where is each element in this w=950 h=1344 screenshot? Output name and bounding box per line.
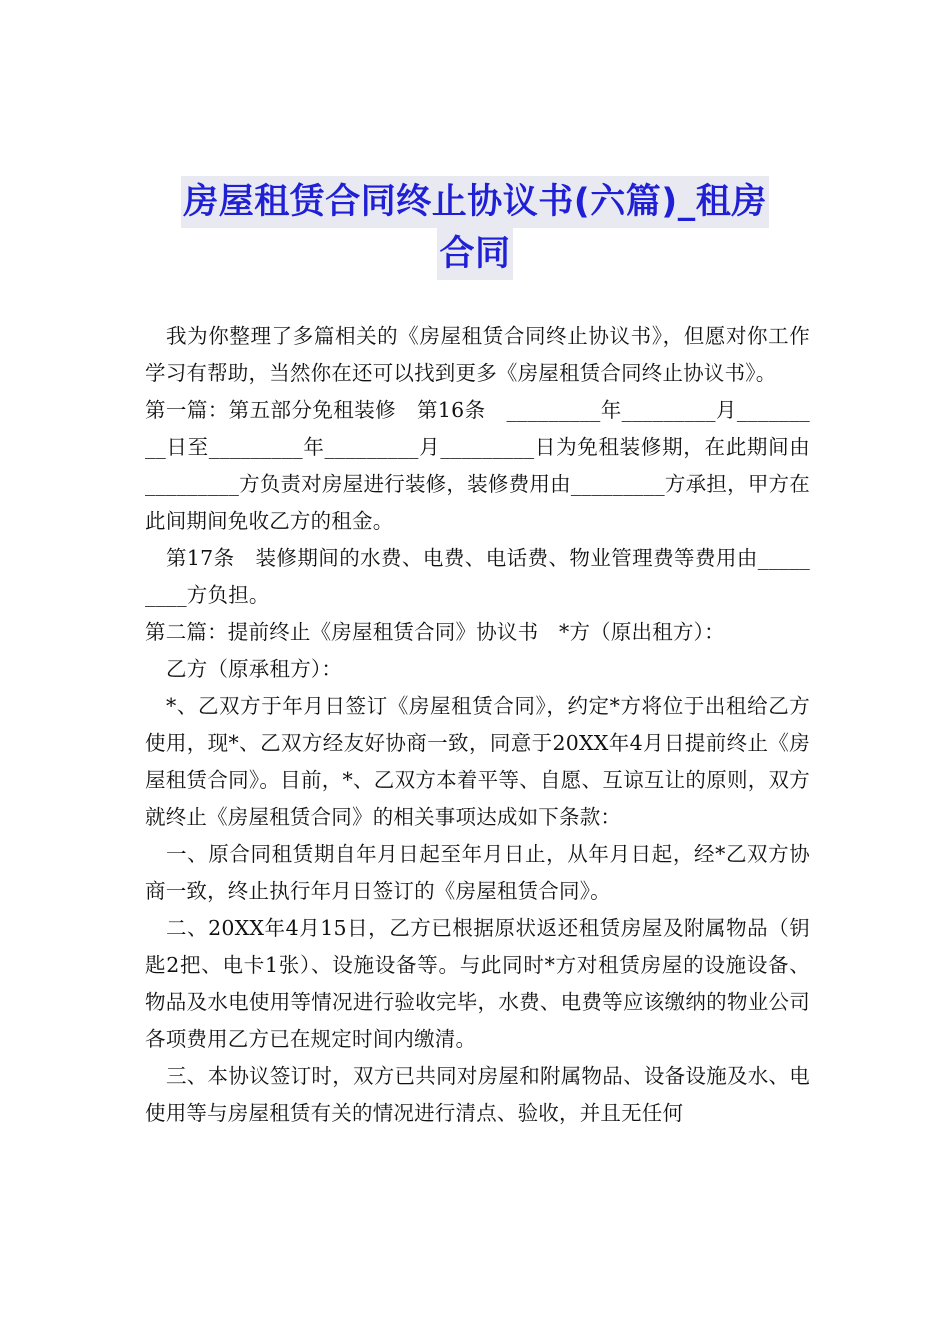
document-title [120,176,830,280]
paragraph-clause-2: 二、20XX年4月15日，乙方已根据原状返还租赁房屋及附属物品（钥匙2把、电卡1张）、设施设备等。与此同时*方对租赁房屋的设施设备、物品及水电使用等情况进行验收完毕，水费、电费等应该缴纳的物业公司各项费用乙方已在规定时间内缴清。 [145,916,810,1051]
paragraph-intro: 我为你整理了多篇相关的《房屋租赁合同终止协议书》，但愿对你工作学习有帮助，当然你在还可以找到更多《房屋租赁合同终止协议书》。 [145,324,810,385]
paragraph-party-b: 乙方（原承租方）： [166,657,343,681]
title-line-1: 房屋租赁合同终止协议书(六篇)_租房 [181,176,769,228]
paragraph-clause-1: 一、原合同租赁期自年月日起至年月日止，从年月日起，经*乙双方协商一致，终止执行年月日签订的《房屋租赁合同》。 [145,842,810,903]
document-body [145,318,810,1132]
title-line-2: 合同 [437,228,512,280]
paragraph-background: *、乙双方于年月日签订《房屋租赁合同》，约定*方将位于出租给乙方使用，现*、乙双方经友好协商一致，同意于20XX年4月日提前终止《房屋租赁合同》。目前，*、乙双方本着平等、自愿、互谅互让的原则，双方就终止《房屋租赁合同》的相关事项达成如下条款： [145,694,810,829]
paragraph-article-16: 第一篇：第五部分免租装修 第16条 _________年_________月_________日至_________年_________月_________日为免租装修期，在此期间由_________方负责对房屋进行装修，装修费用由_________方承担，甲方在此间期间免收乙方的租金。 [145,398,810,533]
paragraph-clause-3: 三、本协议签订时，双方已共同对房屋和附属物品、设备设施及水、电使用等与房屋租赁有关的情况进行清点、验收，并且无任何 [145,1064,810,1125]
paragraph-article-17: 第17条 装修期间的水费、电费、电话费、物业管理费等费用由_________方负担。 [145,546,810,607]
paragraph-part-two-heading: 第二篇：提前终止《房屋租赁合同》协议书 *方（原出租方）： [145,620,725,644]
